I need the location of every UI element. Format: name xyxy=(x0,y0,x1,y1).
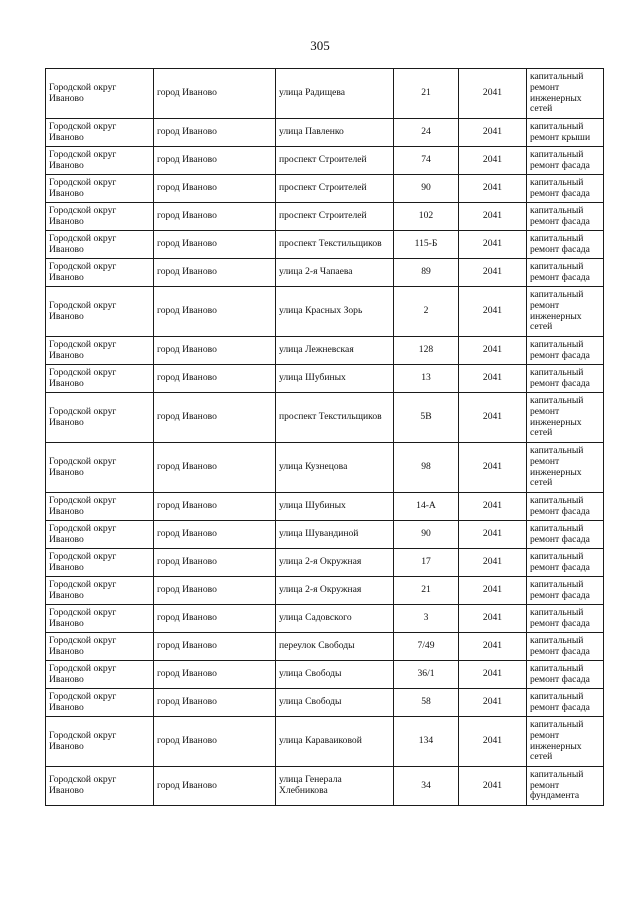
municipal-district-cell: Городской округ Иваново xyxy=(46,689,154,717)
city-cell: город Иваново xyxy=(154,577,276,605)
year-cell: 2041 xyxy=(459,175,527,203)
city-cell: город Иваново xyxy=(154,337,276,365)
house-number-cell: 58 xyxy=(394,689,459,717)
work-type-cell: капитальный ремонт фасада xyxy=(527,337,604,365)
street-cell: улица Садовского xyxy=(276,605,394,633)
street-cell: улица Шубиных xyxy=(276,493,394,521)
page-number: 305 xyxy=(310,38,330,53)
work-type-cell: капитальный ремонт фасада xyxy=(527,549,604,577)
table-row xyxy=(46,393,604,443)
year-cell: 2041 xyxy=(459,231,527,259)
year-cell: 2041 xyxy=(459,717,527,767)
table-row xyxy=(46,605,604,633)
city-cell: город Иваново xyxy=(154,661,276,689)
work-type-cell: капитальный ремонт фундамента xyxy=(527,767,604,806)
table-row xyxy=(46,259,604,287)
year-cell: 2041 xyxy=(459,69,527,119)
work-type-cell: капитальный ремонт фасада xyxy=(527,605,604,633)
street-cell: улица 2-я Окружная xyxy=(276,549,394,577)
city-cell: город Иваново xyxy=(154,605,276,633)
table-row xyxy=(46,119,604,147)
work-type-cell: капитальный ремонт инженерных сетей xyxy=(527,717,604,767)
house-number-cell: 21 xyxy=(394,577,459,605)
street-cell: проспект Строителей xyxy=(276,203,394,231)
table-row xyxy=(46,287,604,337)
repair-schedule-table xyxy=(45,68,604,806)
table-row xyxy=(46,521,604,549)
year-cell: 2041 xyxy=(459,549,527,577)
street-cell: улица 2-я Чапаева xyxy=(276,259,394,287)
city-cell: город Иваново xyxy=(154,493,276,521)
municipal-district-cell: Городской округ Иваново xyxy=(46,443,154,493)
municipal-district-cell: Городской округ Иваново xyxy=(46,549,154,577)
table-row xyxy=(46,231,604,259)
house-number-cell: 14-А xyxy=(394,493,459,521)
city-cell: город Иваново xyxy=(154,633,276,661)
year-cell: 2041 xyxy=(459,203,527,231)
municipal-district-cell: Городской округ Иваново xyxy=(46,287,154,337)
year-cell: 2041 xyxy=(459,521,527,549)
street-cell: улица Павленко xyxy=(276,119,394,147)
house-number-cell: 134 xyxy=(394,717,459,767)
street-cell: переулок Свободы xyxy=(276,633,394,661)
table-row xyxy=(46,717,604,767)
table-row xyxy=(46,443,604,493)
work-type-cell: капитальный ремонт инженерных сетей xyxy=(527,69,604,119)
city-cell: город Иваново xyxy=(154,119,276,147)
municipal-district-cell: Городской округ Иваново xyxy=(46,147,154,175)
year-cell: 2041 xyxy=(459,443,527,493)
street-cell: улица Лежневская xyxy=(276,337,394,365)
table-row xyxy=(46,69,604,119)
work-type-cell: капитальный ремонт фасада xyxy=(527,231,604,259)
city-cell: город Иваново xyxy=(154,259,276,287)
table-row xyxy=(46,365,604,393)
work-type-cell: капитальный ремонт фасада xyxy=(527,577,604,605)
municipal-district-cell: Городской округ Иваново xyxy=(46,633,154,661)
municipal-district-cell: Городской округ Иваново xyxy=(46,493,154,521)
municipal-district-cell: Городской округ Иваново xyxy=(46,717,154,767)
year-cell: 2041 xyxy=(459,365,527,393)
year-cell: 2041 xyxy=(459,337,527,365)
table-row xyxy=(46,203,604,231)
house-number-cell: 36/1 xyxy=(394,661,459,689)
municipal-district-cell: Городской округ Иваново xyxy=(46,365,154,393)
city-cell: город Иваново xyxy=(154,549,276,577)
municipal-district-cell: Городской округ Иваново xyxy=(46,203,154,231)
year-cell: 2041 xyxy=(459,393,527,443)
year-cell: 2041 xyxy=(459,147,527,175)
work-type-cell: капитальный ремонт фасада xyxy=(527,147,604,175)
table-row xyxy=(46,549,604,577)
house-number-cell: 128 xyxy=(394,337,459,365)
work-type-cell: капитальный ремонт фасада xyxy=(527,689,604,717)
work-type-cell: капитальный ремонт фасада xyxy=(527,521,604,549)
year-cell: 2041 xyxy=(459,119,527,147)
work-type-cell: капитальный ремонт фасада xyxy=(527,259,604,287)
table-body xyxy=(46,69,604,806)
municipal-district-cell: Городской округ Иваново xyxy=(46,337,154,365)
city-cell: город Иваново xyxy=(154,443,276,493)
street-cell: проспект Строителей xyxy=(276,147,394,175)
year-cell: 2041 xyxy=(459,493,527,521)
city-cell: город Иваново xyxy=(154,175,276,203)
house-number-cell: 17 xyxy=(394,549,459,577)
street-cell: проспект Текстильщиков xyxy=(276,393,394,443)
city-cell: город Иваново xyxy=(154,231,276,259)
house-number-cell: 74 xyxy=(394,147,459,175)
house-number-cell: 24 xyxy=(394,119,459,147)
table-row xyxy=(46,147,604,175)
city-cell: город Иваново xyxy=(154,69,276,119)
city-cell: город Иваново xyxy=(154,689,276,717)
city-cell: город Иваново xyxy=(154,287,276,337)
table-row xyxy=(46,633,604,661)
table-row xyxy=(46,767,604,806)
house-number-cell: 90 xyxy=(394,175,459,203)
year-cell: 2041 xyxy=(459,577,527,605)
city-cell: город Иваново xyxy=(154,717,276,767)
street-cell: улица Свободы xyxy=(276,689,394,717)
year-cell: 2041 xyxy=(459,661,527,689)
table-row xyxy=(46,337,604,365)
work-type-cell: капитальный ремонт фасада xyxy=(527,661,604,689)
house-number-cell: 7/49 xyxy=(394,633,459,661)
table-row xyxy=(46,577,604,605)
work-type-cell: капитальный ремонт инженерных сетей xyxy=(527,287,604,337)
street-cell: улица Шувандиной xyxy=(276,521,394,549)
city-cell: город Иваново xyxy=(154,393,276,443)
street-cell: проспект Строителей xyxy=(276,175,394,203)
table-row xyxy=(46,689,604,717)
work-type-cell: капитальный ремонт фасада xyxy=(527,365,604,393)
street-cell: улица Кузнецова xyxy=(276,443,394,493)
house-number-cell: 5В xyxy=(394,393,459,443)
house-number-cell: 90 xyxy=(394,521,459,549)
city-cell: город Иваново xyxy=(154,521,276,549)
house-number-cell: 21 xyxy=(394,69,459,119)
house-number-cell: 102 xyxy=(394,203,459,231)
city-cell: город Иваново xyxy=(154,767,276,806)
table-row xyxy=(46,493,604,521)
work-type-cell: капитальный ремонт инженерных сетей xyxy=(527,393,604,443)
street-cell: улица 2-я Окружная xyxy=(276,577,394,605)
work-type-cell: капитальный ремонт фасада xyxy=(527,203,604,231)
year-cell: 2041 xyxy=(459,259,527,287)
work-type-cell: капитальный ремонт крыши xyxy=(527,119,604,147)
work-type-cell: капитальный ремонт фасада xyxy=(527,633,604,661)
work-type-cell: капитальный ремонт фасада xyxy=(527,175,604,203)
table-row xyxy=(46,661,604,689)
house-number-cell: 2 xyxy=(394,287,459,337)
municipal-district-cell: Городской округ Иваново xyxy=(46,231,154,259)
year-cell: 2041 xyxy=(459,287,527,337)
municipal-district-cell: Городской округ Иваново xyxy=(46,393,154,443)
street-cell: улица Радищева xyxy=(276,69,394,119)
house-number-cell: 13 xyxy=(394,365,459,393)
city-cell: город Иваново xyxy=(154,203,276,231)
municipal-district-cell: Городской округ Иваново xyxy=(46,259,154,287)
street-cell: улица Свободы xyxy=(276,661,394,689)
municipal-district-cell: Городской округ Иваново xyxy=(46,767,154,806)
municipal-district-cell: Городской округ Иваново xyxy=(46,605,154,633)
house-number-cell: 3 xyxy=(394,605,459,633)
municipal-district-cell: Городской округ Иваново xyxy=(46,175,154,203)
house-number-cell: 89 xyxy=(394,259,459,287)
house-number-cell: 34 xyxy=(394,767,459,806)
street-cell: улица Красных Зорь xyxy=(276,287,394,337)
work-type-cell: капитальный ремонт инженерных сетей xyxy=(527,443,604,493)
street-cell: улица Шубиных xyxy=(276,365,394,393)
year-cell: 2041 xyxy=(459,605,527,633)
year-cell: 2041 xyxy=(459,633,527,661)
street-cell: проспект Текстильщиков xyxy=(276,231,394,259)
city-cell: город Иваново xyxy=(154,365,276,393)
street-cell: улица Караваиковой xyxy=(276,717,394,767)
table-row xyxy=(46,175,604,203)
house-number-cell: 115-Б xyxy=(394,231,459,259)
municipal-district-cell: Городской округ Иваново xyxy=(46,69,154,119)
municipal-district-cell: Городской округ Иваново xyxy=(46,577,154,605)
year-cell: 2041 xyxy=(459,689,527,717)
municipal-district-cell: Городской округ Иваново xyxy=(46,119,154,147)
work-type-cell: капитальный ремонт фасада xyxy=(527,493,604,521)
municipal-district-cell: Городской округ Иваново xyxy=(46,521,154,549)
year-cell: 2041 xyxy=(459,767,527,806)
city-cell: город Иваново xyxy=(154,147,276,175)
street-cell: улица Генерала Хлебникова xyxy=(276,767,394,806)
municipal-district-cell: Городской округ Иваново xyxy=(46,661,154,689)
house-number-cell: 98 xyxy=(394,443,459,493)
